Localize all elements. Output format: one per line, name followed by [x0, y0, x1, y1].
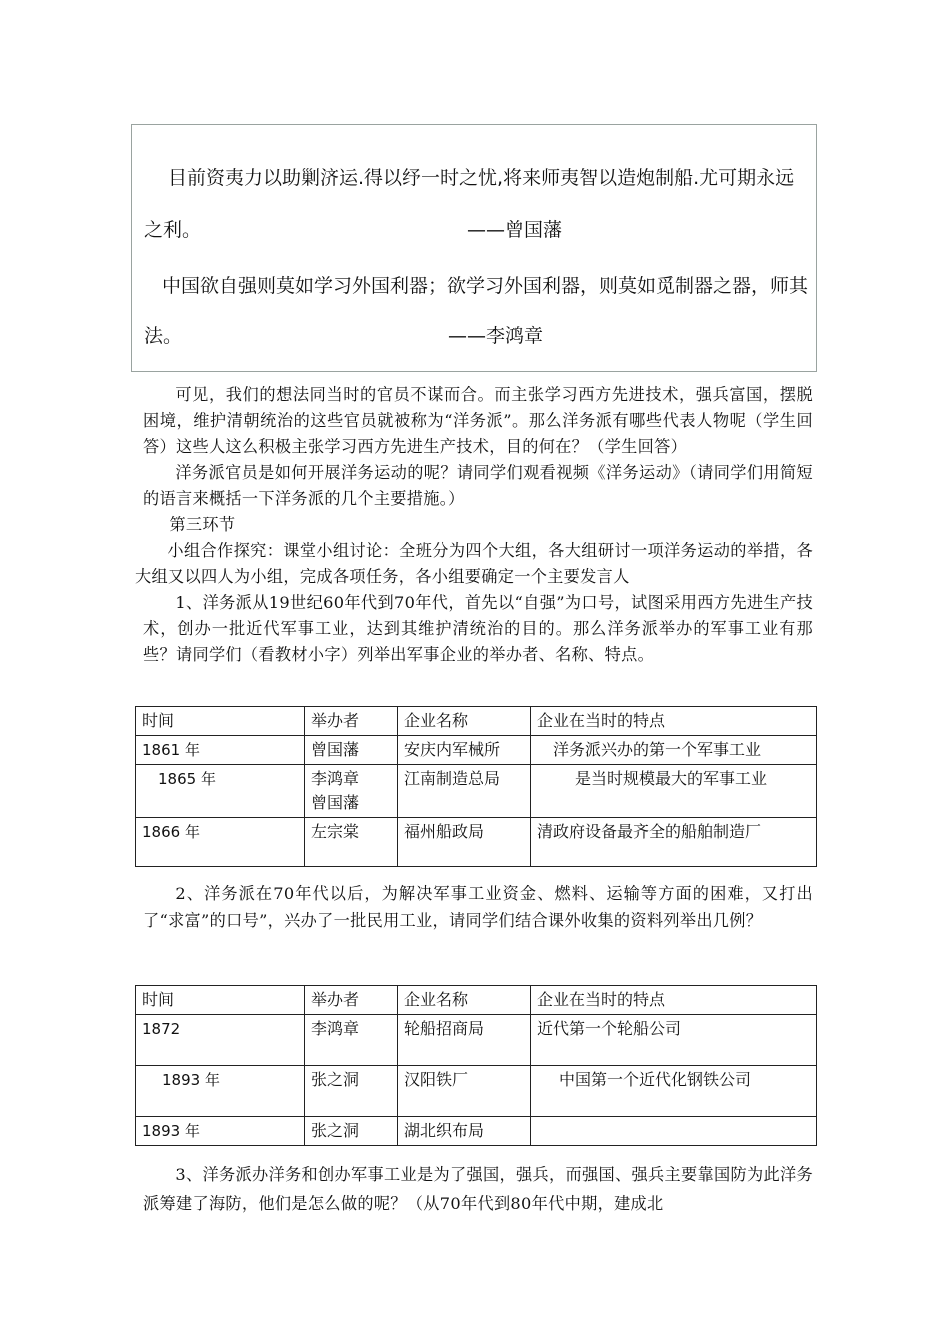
- table-header-row: [136, 707, 817, 736]
- header-cell: 时间: [136, 707, 305, 736]
- founder-cell: 张之洞: [305, 1066, 398, 1117]
- feature-cell: [531, 1117, 817, 1146]
- name-cell: 轮船招商局: [398, 1015, 531, 1066]
- paragraph: 可见，我们的想法同当时的官员不谋而合。而主张学习西方先进技术，强兵富国，摆脱困境，维护清朝统治的这些官员就被称为“洋务派”。那么洋务派有哪些代表人物呢（学生回答）这些人这么积极主张学习西方先进生产技术，目的何在？（学生回答）: [143, 385, 813, 456]
- body-block-3: [143, 1160, 813, 1218]
- founder-cell: 左宗棠: [305, 818, 398, 867]
- header-cell: 企业名称: [398, 707, 531, 736]
- quote2-author: ——李鸿章: [448, 325, 544, 347]
- time-cell: 1861 年: [136, 736, 305, 765]
- founder-cell: 张之洞: [305, 1117, 398, 1146]
- civil-industry-table: [135, 985, 817, 1146]
- feature-cell: 中国第一个近代化钢铁公司: [531, 1066, 817, 1117]
- quote1-author: ——曾国藩: [467, 219, 563, 241]
- header-cell: 举办者: [305, 707, 398, 736]
- quote2-line1: 中国欲自强则莫如学习外国利器；欲学习外国利器，则莫如觅制器之器，师其: [162, 275, 809, 297]
- header-cell: 举办者: [305, 986, 398, 1015]
- quote-box: [131, 124, 817, 372]
- header-cell: 时间: [136, 986, 305, 1015]
- name-cell: 汉阳铁厂: [398, 1066, 531, 1117]
- name-cell: 福州船政局: [398, 818, 531, 867]
- name-cell: 江南制造总局: [398, 765, 531, 818]
- founder-cell: 李鸿章: [305, 1015, 398, 1066]
- table-row: [136, 818, 817, 867]
- paragraph: 2、洋务派在70年代以后，为解决军事工业资金、燃料、运输等方面的困难，又打出了“求富”的口号”，兴办了一批民用工业，请同学们结合课外收集的资料列举出几例？: [143, 884, 813, 930]
- body-block-2: [143, 880, 813, 934]
- military-industry-table: [135, 706, 817, 867]
- founder-name: 曾国藩: [311, 793, 360, 812]
- header-cell: 企业在当时的特点: [531, 986, 817, 1015]
- time-cell: 1893 年: [136, 1117, 305, 1146]
- time-cell: 1893 年: [136, 1066, 305, 1117]
- name-cell: 安庆内军械所: [398, 736, 531, 765]
- quote1-line2: 之利。: [144, 219, 202, 241]
- time-cell: 1872: [136, 1015, 305, 1066]
- time-cell: 1865 年: [136, 765, 305, 818]
- feature-cell: 是当时规模最大的军事工业: [531, 765, 817, 818]
- table-row: [136, 1117, 817, 1146]
- section-heading: 第三环节: [169, 515, 236, 534]
- paragraph: 小组合作探究：课堂小组讨论：全班分为四个大组，各大组研讨一项洋务运动的举措，各大组又以四人为小组，完成各项任务，各小组要确定一个主要发言人: [135, 541, 813, 586]
- time-cell: 1866 年: [136, 818, 305, 867]
- name-cell: 湖北织布局: [398, 1117, 531, 1146]
- table-row: [136, 736, 817, 765]
- header-cell: 企业在当时的特点: [531, 707, 817, 736]
- table-row: [136, 1066, 817, 1117]
- body-block-1: [135, 382, 813, 668]
- feature-cell: 近代第一个轮船公司: [531, 1015, 817, 1066]
- paragraph: 洋务派官员是如何开展洋务运动的呢？请同学们观看视频《洋务运动》（请同学们用简短的语言来概括一下洋务派的几个主要措施。）: [143, 463, 813, 508]
- feature-cell: 清政府设备最齐全的船舶制造厂: [531, 818, 817, 867]
- table-header-row: [136, 986, 817, 1015]
- header-cell: 企业名称: [398, 986, 531, 1015]
- founder-cell: [305, 765, 398, 818]
- founder-name: 李鸿章: [311, 769, 360, 788]
- founder-cell: 曾国藩: [305, 736, 398, 765]
- paragraph: 1、洋务派从19世纪60年代到70年代，首先以“自强”为口号，试图采用西方先进生产技术，创办一批近代军事工业，达到其维护清统治的目的。那么洋务派举办的军事工业有那些？请同学们（看教材小字）列举出军事企业的举办者、名称、特点。: [143, 593, 813, 664]
- quote1-line1: 目前资夷力以助剿济运.得以纾一时之忧,将来师夷智以造炮制船.尤可期永远: [168, 167, 795, 189]
- quote2-line2: 法。: [144, 325, 183, 347]
- table-row: [136, 765, 817, 818]
- feature-cell: 洋务派兴办的第一个军事工业: [531, 736, 817, 765]
- table-row: [136, 1015, 817, 1066]
- paragraph: 3、洋务派办洋务和创办军事工业是为了强国，强兵，而强国、强兵主要靠国防为此洋务派筹建了海防，他们是怎么做的呢？（从70年代到80年代中期，建成北: [143, 1165, 813, 1213]
